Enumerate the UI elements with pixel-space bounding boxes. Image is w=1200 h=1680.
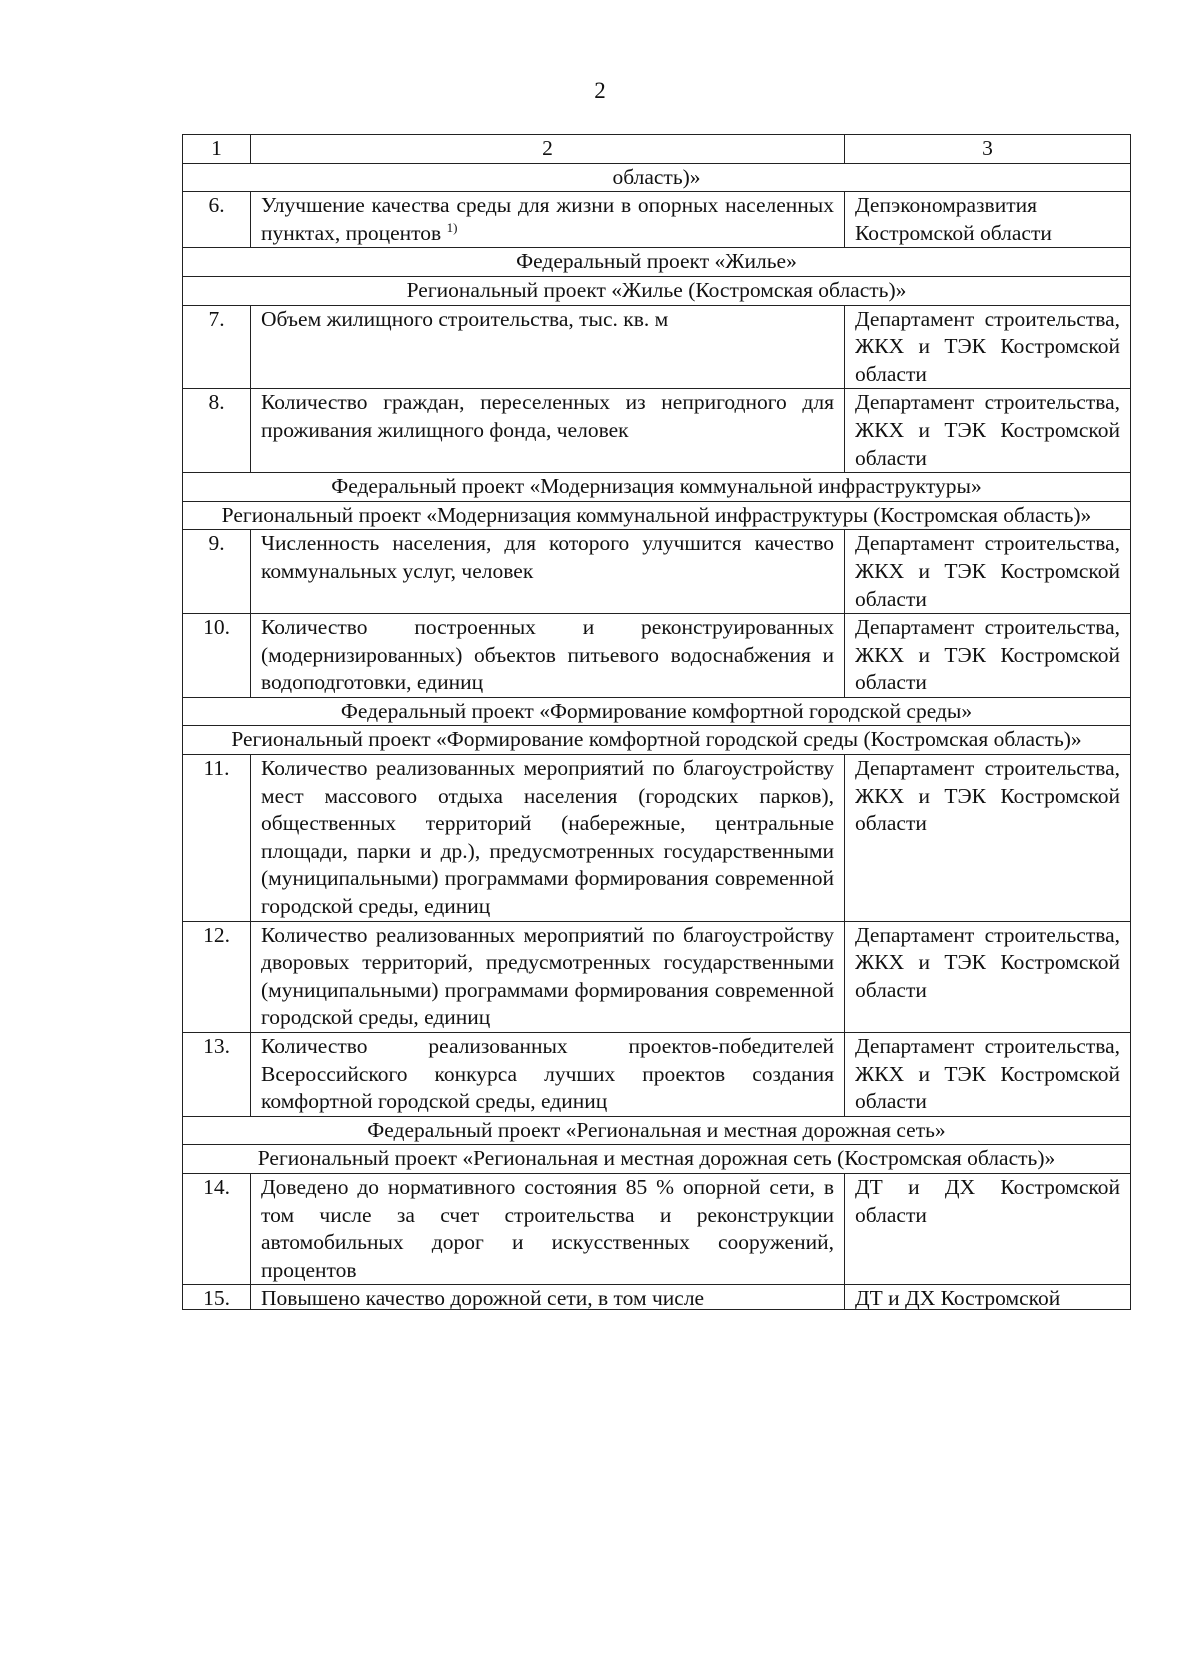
indicator-description-cell: [251, 530, 845, 614]
page-number: 2: [594, 78, 606, 103]
indicator-description: Объем жилищного строительства, тыс. кв. м: [261, 306, 669, 331]
responsible-body: Департамент строительства, ЖКХ и ТЭК Костромской области: [845, 530, 1131, 614]
section-row: [183, 163, 1131, 192]
section-heading: Федеральный проект «Региональная и местная дорожная сеть»: [183, 1116, 1131, 1145]
section-row: [183, 1116, 1131, 1145]
section-row: [183, 473, 1131, 502]
indicator-description: Повышено качество дорожной сети, в том числе: [261, 1286, 705, 1310]
indicator-description-cell: [251, 614, 845, 698]
section-heading: Региональный проект «Модернизация коммунальной инфраструктуры (Костромская область)»: [183, 501, 1131, 530]
section-row: [183, 501, 1131, 530]
section-heading: Региональный проект «Региональная и местная дорожная сеть (Костромская область)»: [183, 1145, 1131, 1174]
section-row: [183, 1145, 1131, 1174]
column-header: 2: [251, 135, 845, 164]
section-row: [183, 276, 1131, 305]
row-number: [183, 1285, 251, 1310]
table-row: [183, 1033, 1131, 1117]
table-row: [183, 530, 1131, 614]
table-row: [183, 192, 1131, 248]
responsible-body: Депэкономразвития Костромской области: [845, 192, 1131, 248]
indicator-description-cell: [251, 305, 845, 389]
indicator-description: Количество реализованных проектов-победителей Всероссийского конкурса лучших проектов создания комфортной городской среды, единиц: [261, 1034, 834, 1114]
row-number: 7.: [183, 305, 251, 389]
row-number: 14.: [183, 1173, 251, 1284]
indicator-description: Количество реализованных мероприятий по благоустройству мест массового отдыха населения (городских парков), общественных территорий (набережные, центральные площади, парки и др.), предусмотренных государственными (муниципальными) программами формирования современной городской среды, единиц: [261, 756, 834, 919]
section-heading: Федеральный проект «Жилье»: [183, 248, 1131, 277]
indicator-description-cell: [251, 192, 845, 248]
indicator-description-cell: [251, 1285, 845, 1310]
section-heading: Региональный проект «Жилье (Костромская область)»: [183, 276, 1131, 305]
row-number: 6.: [183, 192, 251, 248]
indicator-description-cell: [251, 1173, 845, 1284]
row-number: 10.: [183, 614, 251, 698]
table-body: [183, 163, 1131, 1310]
responsible-body: [845, 1285, 1131, 1310]
section-row: [183, 726, 1131, 755]
table-row: [183, 389, 1131, 473]
responsible-body: Департамент строительства, ЖКХ и ТЭК Костромской области: [845, 921, 1131, 1032]
responsible-body: Департамент строительства, ЖКХ и ТЭК Костромской области: [845, 1033, 1131, 1117]
indicator-description-cell: [251, 755, 845, 922]
indicators-table: [182, 134, 1131, 1310]
indicator-description: Количество построенных и реконструированных (модернизированных) объектов питьевого водоснабжения и водоподготовки, единиц: [261, 615, 834, 695]
indicator-description: Улучшение качества среды для жизни в опорных населенных пунктах, процентов: [261, 193, 834, 245]
row-number: 11.: [183, 755, 251, 922]
table-row: [183, 614, 1131, 698]
responsible-body-text: ДТ и ДХ Костромской: [855, 1286, 1061, 1310]
section-heading: область)»: [183, 163, 1131, 192]
column-header: 1: [183, 135, 251, 164]
responsible-body: Департамент строительства, ЖКХ и ТЭК Костромской области: [845, 614, 1131, 698]
row-number: 12.: [183, 921, 251, 1032]
responsible-body: Департамент строительства, ЖКХ и ТЭК Костромской области: [845, 305, 1131, 389]
row-number-text: 15.: [203, 1286, 230, 1310]
table-row: [183, 755, 1131, 922]
responsible-body: ДТ и ДХ Костромской области: [845, 1173, 1131, 1284]
indicator-description: Доведено до нормативного состояния 85 % опорной сети, в том числе за счет строительства и реконструкции автомобильных дорог и искусственных сооружений, процентов: [261, 1174, 834, 1282]
section-row: [183, 697, 1131, 726]
row-number: 8.: [183, 389, 251, 473]
table-row: [183, 1173, 1131, 1284]
row-number: 13.: [183, 1033, 251, 1117]
section-heading: Федеральный проект «Модернизация коммунальной инфраструктуры»: [183, 473, 1131, 502]
table-header-row: [183, 135, 1131, 164]
table-row: [183, 1285, 1131, 1310]
indicator-description-cell: [251, 389, 845, 473]
section-row: [183, 248, 1131, 277]
indicator-description-cell: [251, 1033, 845, 1117]
indicator-description-cell: [251, 921, 845, 1032]
responsible-body: Департамент строительства, ЖКХ и ТЭК Костромской области: [845, 389, 1131, 473]
table-row: [183, 921, 1131, 1032]
indicator-description: Количество граждан, переселенных из непригодного для проживания жилищного фонда, человек: [261, 390, 834, 442]
row-number: 9.: [183, 530, 251, 614]
responsible-body: Департамент строительства, ЖКХ и ТЭК Костромской области: [845, 755, 1131, 922]
table-row: [183, 305, 1131, 389]
section-heading: Федеральный проект «Формирование комфортной городской среды»: [183, 697, 1131, 726]
indicator-description: Количество реализованных мероприятий по благоустройству дворовых территорий, предусмотренных государственными (муниципальными) программами формирования современной городской среды, единиц: [261, 922, 834, 1030]
section-heading: Региональный проект «Формирование комфортной городской среды (Костромская область)»: [183, 726, 1131, 755]
footnote-marker: 1): [446, 219, 458, 235]
indicator-description: Численность населения, для которого улучшится качество коммунальных услуг, человек: [261, 531, 834, 583]
column-header: 3: [845, 135, 1131, 164]
